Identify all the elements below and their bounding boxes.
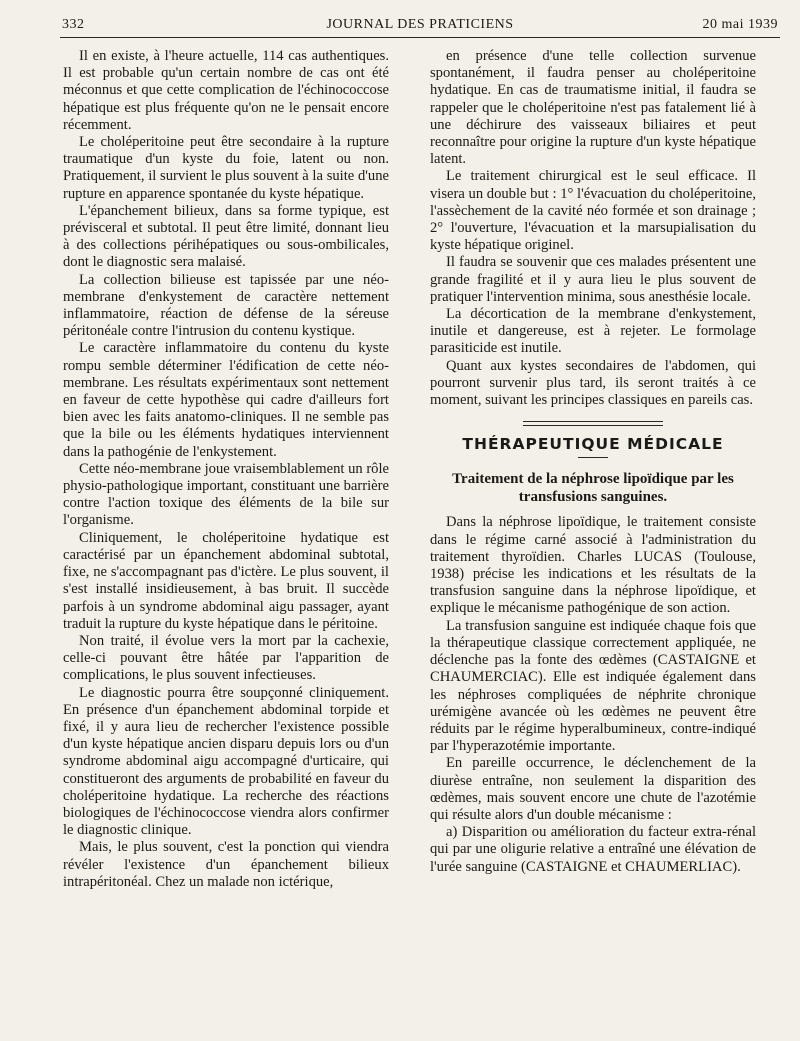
- paragraph: Le choléperitoine peut être secondaire à la rupture traumatique d'un kyste du foie, latent ou non. Pratiquement, il survient le plus souvent à la suite d'une rupture en apparence spontanée du kyste hépatique.: [63, 134, 389, 202]
- paragraph: La décortication de la membrane d'enkystement, inutile et dangereuse, est à rejeter. Le formolage parasiticide est inutile.: [430, 306, 756, 357]
- paragraph: Le caractère inflammatoire du contenu du kyste rompu semble déterminer l'édification de cette néo-membrane. Les résultats expérimentaux sont nettement en faveur de cette hypothèse qui cadre d'ailleurs fort bien avec les faits anatomo-cliniques. Il ne semble pas que la bile ou les éléments hydatiques interviennent dans la pathogénie de l'enkystement.: [63, 340, 389, 460]
- paragraph: Mais, le plus souvent, c'est la ponction qui viendra révéler l'existence d'un épanchement bilieux intrapéritonéal. Chez un malade non ictérique,: [63, 839, 389, 890]
- paragraph: Dans la néphrose lipoïdique, le traitement consiste dans le régime carné associé à l'administration du traitement thyroïdien. Charles LUCAS (Toulouse, 1938) précise les indications et les résultats de la transfusion sanguine dans la néphrose lipoïdique, et explique le mécanisme pathogénique de son action.: [430, 514, 756, 617]
- title-rule: [578, 457, 608, 458]
- paragraph: Il faudra se souvenir que ces malades présentent une grande fragilité et il y aura lieu le plus souvent de pratiquer l'intervention minima, sous anesthésie locale.: [430, 254, 756, 305]
- journal-title: JOURNAL DES PRATICIENS: [326, 17, 514, 32]
- paragraph: En pareille occurrence, le déclenchement de la diurèse entraîne, non seulement la disparition des œdèmes, mais souvent encore une chute de l'azotémie qui résulte alors d'un double mécanisme :: [430, 755, 756, 823]
- section-divider: [523, 421, 663, 426]
- left-column: [63, 48, 389, 891]
- page-header: [60, 15, 780, 38]
- paragraph: en présence d'une telle collection survenue spontanément, il faudra penser au choléperitoine hydatique. En cas de traumatisme initial, il faudra se rappeler que le choléperitoine n'est pas fatalement lié à une déchirure des vaisseaux biliaires et peut reconnaître pour origine la rupture d'un kyste hépatique latent.: [430, 48, 756, 168]
- paragraph: Il en existe, à l'heure actuelle, 114 cas authentiques. Il est probable qu'un certain nombre de cas ont été méconnus et que cette complication de l'échinococcose hépatique est plus fréquente qu'on ne le pensait encore récemment.: [63, 48, 389, 133]
- paragraph: Cliniquement, le choléperitoine hydatique est caractérisé par un épanchement abdominal subtotal, fixe, ne s'accompagnant pas d'ictère. Le plus souvent, il s'est installé insidieusement, à bas bruit. Il succède parfois à un syndrome abdominal aigu passager, ayant traduit la rupture du kyste hépatique dans le péritoine.: [63, 529, 389, 632]
- page-number: 332: [62, 17, 85, 32]
- paragraph: Quant aux kystes secondaires de l'abdomen, qui pourront survenir plus tard, ils seront traités à ce moment, suivant les principes classiques en pareils cas.: [430, 357, 756, 409]
- paragraph: La transfusion sanguine est indiquée chaque fois que la thérapeutique classique correctement appliquée, ne déclenche pas la fonte des œdèmes (CASTAIGNE et CHAUMERCIAC). Elle est indiquée également dans les néphroses compliquées de néphrite chronique urémigène avancée où les œdèmes ne peuvent être réduits par le régime hyperalbumineux, contre-indiqué par l'hyperazotémie importante.: [430, 617, 756, 755]
- paragraph: Le diagnostic pourra être soupçonné cliniquement. En présence d'un épanchement abdominal torpide et fixé, il y aura lieu de rechercher l'existence possible d'un kyste hépatique ancien disparu depuis lors ou d'un syndrome abdominal aigu accompagné d'urticaire, qui constitueront des arguments de probabilité en faveur du choléperitoine hydatique. La recherche des réactions biologiques de l'échinococcose viendra alors confirmer le diagnostic clinique.: [63, 684, 389, 839]
- paragraph: a) Disparition ou amélioration du facteur extra-rénal qui par une oligurie relative a entraîné une élévation de l'urée sanguine (CASTAIGNE et CHAUMERLIAC).: [430, 824, 756, 875]
- paragraph: L'épanchement bilieux, dans sa forme typique, est prévisceral et subtotal. Il peut être limité, donnant lieu à des collections périhépatiques ou sous-ombilicales, dont le diagnostic sera malaisé.: [63, 202, 389, 271]
- issue-date: 20 mai 1939: [702, 17, 778, 32]
- paragraph: La collection bilieuse est tapissée par une néo-membrane d'enkystement de caractère nettement inflammatoire, réaction de défense de la séreuse péritonéale contre l'intrusion du contenu kystique.: [63, 271, 389, 340]
- section-title: THÉRAPEUTIQUE MÉDICALE: [462, 435, 724, 454]
- article-title: Traitement de la néphrose lipoïdique par les transfusions sanguines.: [452, 471, 734, 506]
- right-column: [430, 48, 756, 876]
- paragraph: Cette néo-membrane joue vraisemblablement un rôle physio-pathologique important, constituant une barrière contre l'action toxique des éléments de la bile sur l'organisme.: [63, 460, 390, 529]
- paragraph: Le traitement chirurgical est le seul efficace. Il visera un double but : 1° l'évacuation du choléperitoine, l'assèchement de la cavité néo formée et son drainage ; 2° l'ouverture, l'évacuation et la marsupialisation du kyste hépatique originel.: [430, 168, 756, 254]
- paragraph: Non traité, il évolue vers la mort par la cachexie, celle-ci pouvant être hâtée par l'apparition de complications, le plus souvent infectieuses.: [63, 632, 389, 684]
